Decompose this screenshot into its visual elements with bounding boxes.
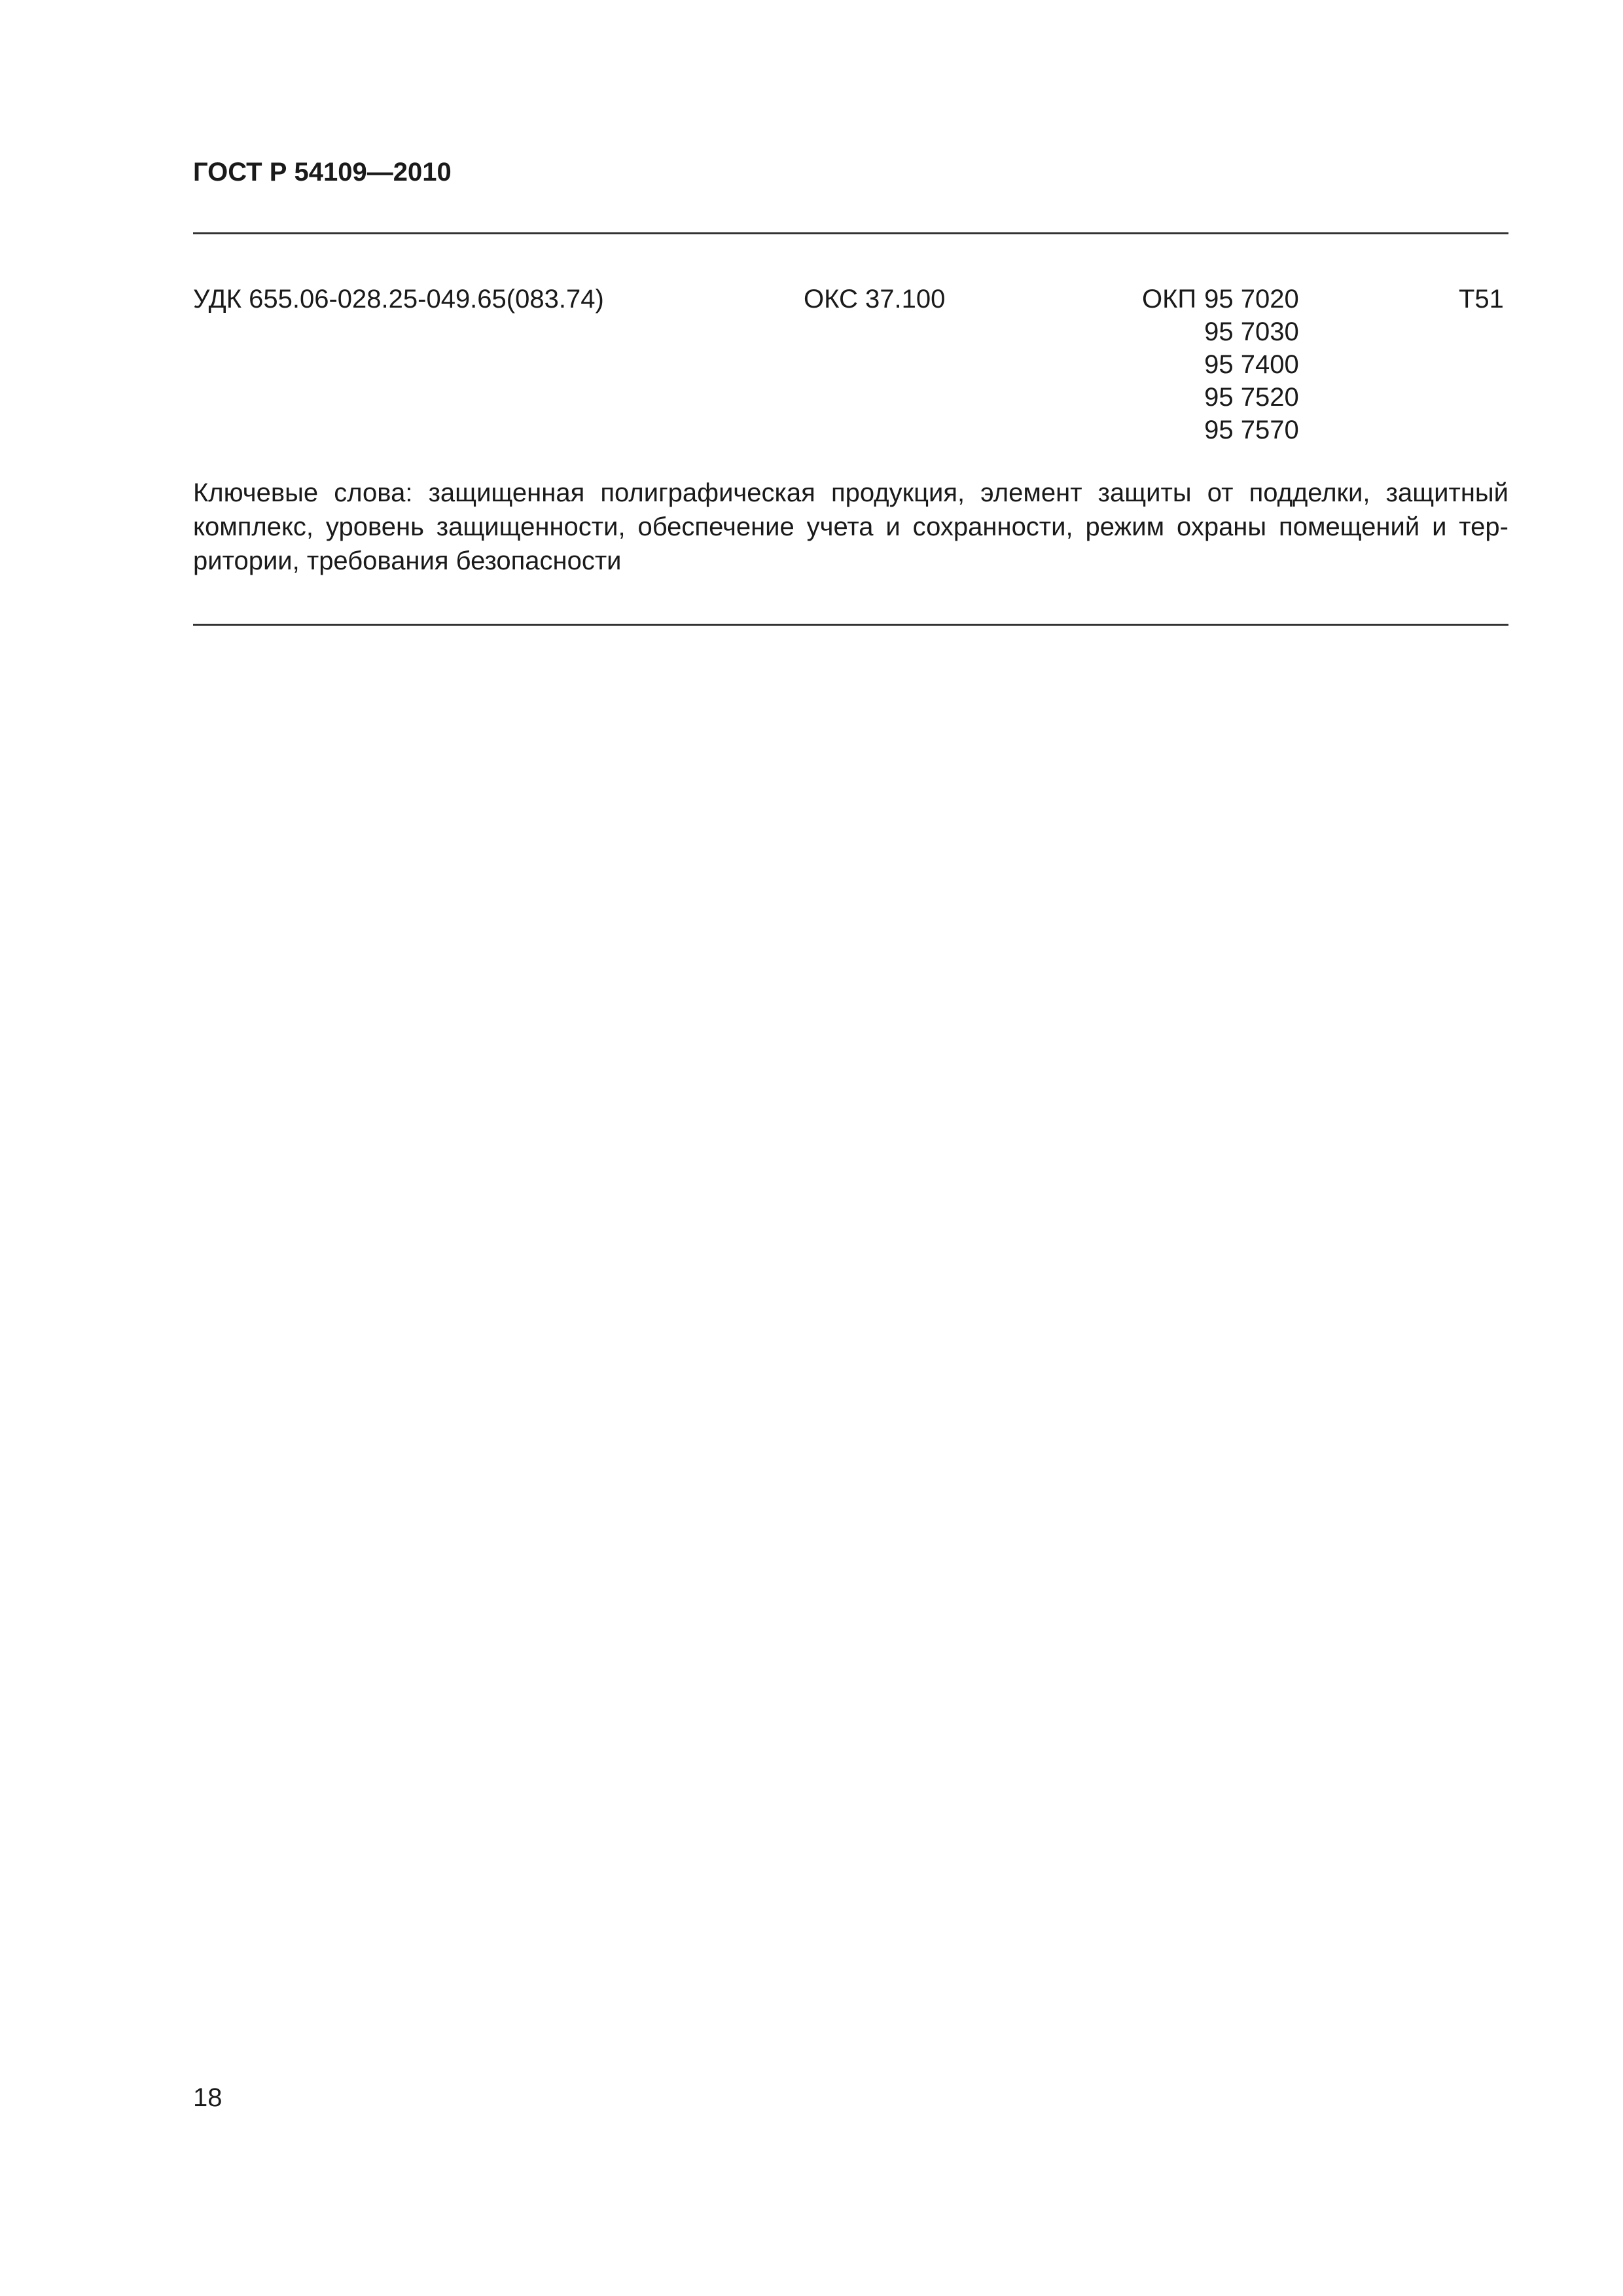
oks-code: ОКС 37.100 — [804, 285, 946, 314]
keywords-paragraph: Ключевые слова: защищенная полиграфическая продукция, элемент защиты от подделки, защитный комплекс, уровень защищенности, обеспечение учета и сохранности, режим охраны помещений и территории, требования безопасности — [193, 478, 1508, 575]
okp-code: 95 7520 — [1204, 383, 1299, 412]
t-classification-code: Т51 — [1459, 285, 1504, 314]
okp-block — [1142, 283, 1299, 446]
okp-code-list — [1204, 283, 1299, 446]
okp-code: 95 7020 — [1204, 285, 1299, 314]
okp-code: 95 7030 — [1204, 317, 1299, 346]
standard-header: ГОСТ Р 54109—2010 — [193, 158, 452, 187]
okp-code: 95 7400 — [1204, 350, 1299, 379]
page-number: 18 — [193, 2083, 223, 2112]
bottom-divider — [193, 624, 1508, 626]
okp-label: ОКП — [1142, 285, 1197, 314]
top-divider — [193, 232, 1508, 234]
okp-code: 95 7570 — [1204, 416, 1299, 444]
udk-code: УДК 655.06-028.25-049.65(083.74) — [193, 285, 604, 314]
